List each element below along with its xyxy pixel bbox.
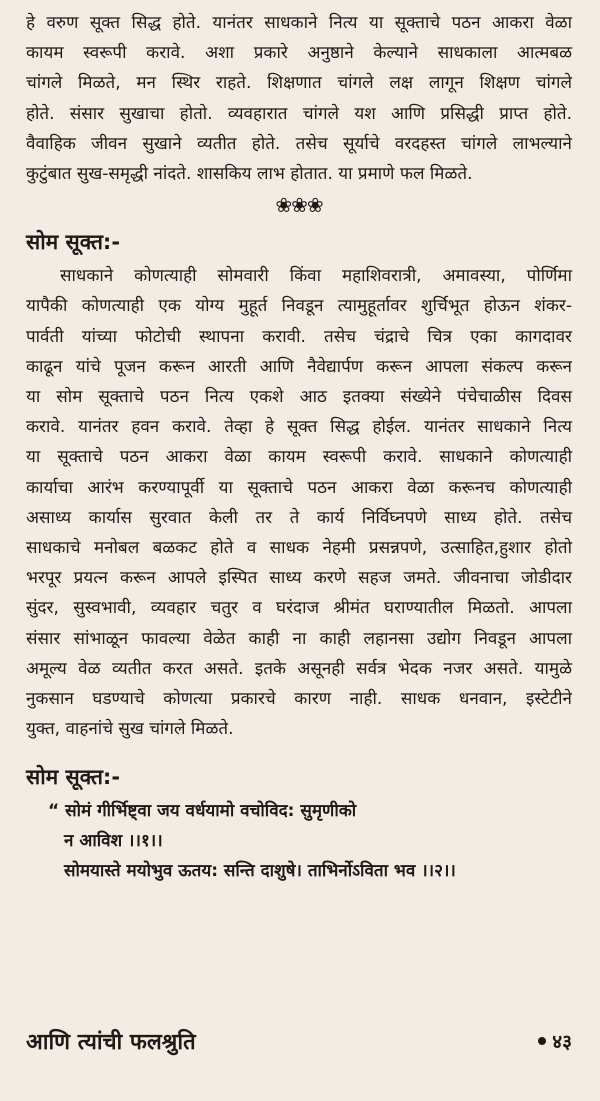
text-line: या सूक्ताचे पठन आकरा वेळा कायम स्वरूपी करावे. साधकाने कोणत्याही bbox=[26, 447, 572, 468]
page-number bbox=[538, 1028, 572, 1054]
text-line: काढून यांचे पूजन करून आरती आणि नैवेद्यार्पण करून आपला संकल्प करून bbox=[26, 356, 572, 377]
text-line: अमूल्य वेळ व्यतीत करत असते. इतके असूनही सर्वत्र भेदक नजर असते. यामुळे bbox=[26, 658, 572, 679]
text-line: सुंदर, सुस्वभावी, व्यवहार चतुर व घरंदाज श्रीमंत घराण्यातील मिळतो. आपला bbox=[26, 598, 572, 619]
running-footer-title: आणि त्यांची फलश्रुति bbox=[26, 1030, 196, 1055]
bullet-icon bbox=[538, 1037, 546, 1045]
section-heading-som-sukta-verse: सोम सूक्त:- bbox=[26, 765, 121, 790]
text-line: युक्त, वाहनांचे सुख चांगले मिळते. bbox=[26, 719, 234, 740]
sanskrit-verse bbox=[26, 796, 572, 886]
text-line: संसार सांभाळून फावल्या वेळेत काही ना काही लहानसा उद्योग निवडून आपला bbox=[26, 628, 572, 649]
text-line: वैवाहिक जीवन सुखाने व्यतीत होते. तसेच सूर्याचे वरदहस्त चांगले लाभल्याने bbox=[26, 133, 572, 154]
text-line: हे वरुण सूक्त सिद्ध होते. यानंतर साधकाने नित्य या सूक्ताचे पठन आकरा वेळा bbox=[26, 13, 572, 33]
text-line: करावे. यानंतर हवन करावे. तेव्हा हे सूक्त सिद्ध होईल. यानंतर साधकाने नित्य bbox=[26, 417, 572, 438]
text-line: यापैकी कोणत्याही एक योग्य मुहूर्त निवडून त्यामुहूर्तावर शुर्चिभूत होऊन शंकर- bbox=[26, 296, 572, 317]
text-line: कार्याचा आरंभ करण्यापूर्वी या सूक्ताचे पठन आकरा वेळा करूनच कोणत्याही bbox=[26, 477, 572, 498]
verse-line: न आविश ।।१।। bbox=[64, 831, 163, 852]
text-line: या सोम सूक्ताचे पठन नित्य एकशे आठ इतक्या संख्येने पंचेचाळीस दिवस bbox=[26, 387, 572, 408]
text-line: भरपूर प्रयत्न करून आपले इस्पित साध्य करणे सहज जमते. जीवनाचा जोडीदार bbox=[26, 568, 572, 589]
text-line: साधकाने कोणत्याही सोमवारी किंवा महाशिवरात्री, अमावस्या, पोर्णिमा bbox=[60, 266, 572, 287]
text-line: पार्वती यांच्या फोटोची स्थापना करावी. तसेच चंद्राचे चित्र एका कागदावर bbox=[26, 326, 572, 347]
text-line: असाध्य कार्यास सुरवात केली तर ते कार्य निर्विघ्नपणे साध्य होते. तसेच bbox=[26, 507, 572, 528]
text-line: चांगले मिळते, मन स्थिर राहते. शिक्षणात चांगले लक्ष लागून शिक्षण चांगले bbox=[26, 73, 572, 94]
section-heading-som-sukta: सोम सूक्त:- bbox=[26, 230, 121, 255]
paragraph-som-sukta-method bbox=[26, 261, 572, 744]
text-line: साधकाचे मनोबल बळकट होते व साधक नेहमी प्रसन्नपणे, उत्साहित,हुशार होतो bbox=[26, 538, 572, 559]
page-number-value: ४३ bbox=[552, 1031, 572, 1053]
text-line: होते. संसार सुखाचा होतो. व्यवहारात चांगले यश आणि प्रसिद्धी प्राप्त होते. bbox=[26, 103, 572, 124]
paragraph-varun-result bbox=[26, 8, 572, 189]
text-line: कुटुंबात सुख-समृद्धी नांदते. शासकिय लाभ होतात. या प्रमाणे फल मिळते. bbox=[26, 164, 473, 185]
verse-line: सोमयास्ते मयोभुव ऊतय: सन्ति दाशुषे। ताभिर्नोऽविता भव ।।२।। bbox=[64, 861, 456, 882]
page-footer bbox=[26, 1026, 572, 1056]
ornament-divider: ❀❀❀ bbox=[275, 193, 323, 218]
verse-line: “ सोमं गीर्भिष्ट्वा जय वर्धयामो वचोविद: सुमृणीको bbox=[48, 801, 357, 822]
text-line: कायम स्वरूपी करावे. अशा प्रकारे अनुष्ठाने केल्याने साधकाला आत्मबळ bbox=[26, 43, 572, 64]
text-line: नुकसान घडण्याचे कोणत्या प्रकारचे कारण नाही. साधक धनवान, इस्टेटीने bbox=[26, 689, 572, 710]
